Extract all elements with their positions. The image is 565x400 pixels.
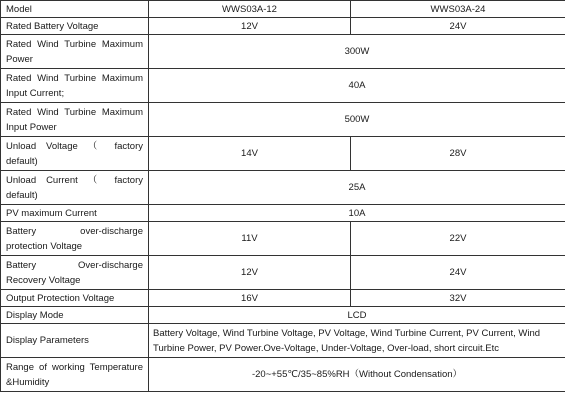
value-cell: WWS03A-12 [149, 1, 351, 18]
param-label: Rated Wind Turbine Maximum Input Power [1, 103, 149, 137]
row-pv-max-current [1, 205, 565, 222]
value-cell: 24V [351, 256, 565, 290]
param-label: Rated Wind Turbine Maximum Power [1, 35, 149, 69]
row-display-mode [1, 307, 565, 324]
param-label: Rated Battery Voltage [1, 18, 149, 35]
row-max-input-current [1, 69, 565, 103]
row-unload-current [1, 171, 565, 205]
value-cell: WWS03A-24 [351, 1, 565, 18]
value-cell: 40A [149, 69, 565, 103]
param-label: Model [1, 1, 149, 18]
value-cell: 24V [351, 18, 565, 35]
row-rated-battery-voltage [1, 18, 565, 35]
param-label: Unload Current （ factory default) [1, 171, 149, 205]
param-label: Battery over-discharge protection Voltage [1, 222, 149, 256]
value-cell: 11V [149, 222, 351, 256]
value-cell: 28V [351, 137, 565, 171]
value-cell: Battery Voltage, Wind Turbine Voltage, PV Voltage, Wind Turbine Current, PV Current, Wind Turbine Power, PV Power.Ove-Voltage, Under-Voltage, Over-load, short circuit.Etc [149, 324, 565, 358]
value-cell: 22V [351, 222, 565, 256]
row-max-input-power [1, 103, 565, 137]
param-label: Rated Wind Turbine Maximum Input Current; [1, 69, 149, 103]
value-cell: 32V [351, 290, 565, 307]
value-cell: LCD [149, 307, 565, 324]
row-working-temperature-humidity [1, 358, 565, 392]
row-model [1, 1, 565, 18]
row-max-power [1, 35, 565, 69]
value-cell: 25A [149, 171, 565, 205]
value-cell: -20~+55℃/35~85%RH（Without Condensation） [149, 358, 565, 392]
value-cell: 12V [149, 256, 351, 290]
row-unload-voltage [1, 137, 565, 171]
param-label: Unload Voltage （ factory default) [1, 137, 149, 171]
param-label: Display Parameters [1, 324, 149, 358]
row-output-protection-voltage [1, 290, 565, 307]
param-label: PV maximum Current [1, 205, 149, 222]
param-label: Display Mode [1, 307, 149, 324]
param-label: Battery Over-discharge Recovery Voltage [1, 256, 149, 290]
row-over-discharge-recovery [1, 256, 565, 290]
row-display-parameters [1, 324, 565, 358]
value-cell: 500W [149, 103, 565, 137]
value-cell: 10A [149, 205, 565, 222]
value-cell: 12V [149, 18, 351, 35]
param-label: Range of working Temperature &Humidity [1, 358, 149, 392]
value-cell: 300W [149, 35, 565, 69]
value-cell: 14V [149, 137, 351, 171]
row-over-discharge-protection [1, 222, 565, 256]
value-cell: 16V [149, 290, 351, 307]
param-label: Output Protection Voltage [1, 290, 149, 307]
